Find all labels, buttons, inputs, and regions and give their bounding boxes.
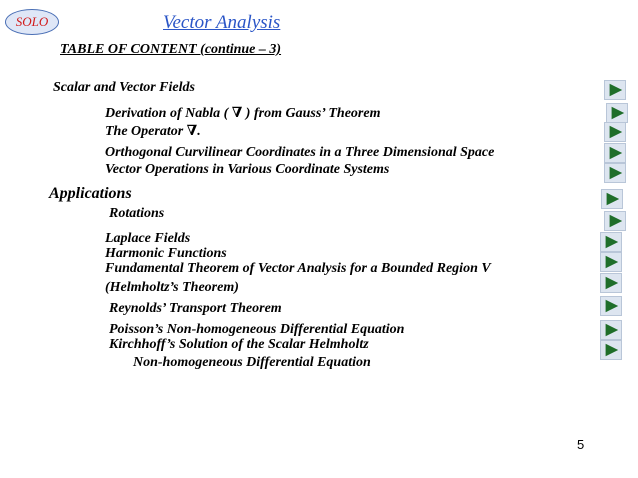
nav-arrow-button[interactable] <box>604 211 626 231</box>
play-arrow-icon <box>605 123 625 141</box>
toc-item-reynolds-theorem: Reynolds’ Transport Theorem <box>109 301 282 316</box>
nav-arrow-button[interactable] <box>601 189 623 209</box>
play-arrow-icon <box>601 253 621 271</box>
toc-item-helmholtz-theorem: (Helmholtz’s Theorem) <box>105 280 239 295</box>
nav-arrow-button[interactable] <box>600 232 622 252</box>
toc-item-nonhomogeneous-equation: Non-homogeneous Differential Equation <box>133 355 371 370</box>
play-arrow-icon <box>601 297 621 315</box>
solo-logo: SOLO <box>5 9 59 35</box>
play-arrow-icon <box>601 233 621 251</box>
play-arrow-icon <box>607 104 627 122</box>
nav-arrow-button[interactable] <box>604 122 626 142</box>
toc-item-laplace-fields: Laplace Fields <box>105 231 191 246</box>
page-number: 5 <box>577 437 585 452</box>
nav-arrow-button[interactable] <box>606 103 628 123</box>
play-arrow-icon <box>605 164 625 182</box>
nav-arrow-button[interactable] <box>604 163 626 183</box>
play-arrow-icon <box>605 144 625 162</box>
nav-arrow-button[interactable] <box>604 143 626 163</box>
toc-item-poisson-equation: Poisson’s Non-homogeneous Differential Equation <box>109 322 405 337</box>
toc-item-fundamental-theorem: Fundamental Theorem of Vector Analysis for a Bounded Region V <box>105 261 491 276</box>
toc-item-operator: The Operator ∇. <box>105 124 201 139</box>
toc-item-kirchhoff-solution: Kirchhoff’s Solution of the Scalar Helmholtz <box>109 337 369 352</box>
nav-arrow-button[interactable] <box>600 296 622 316</box>
play-arrow-icon <box>605 212 625 230</box>
nav-arrow-button[interactable] <box>600 252 622 272</box>
page-title: Vector Analysis <box>163 12 281 33</box>
nav-arrow-button[interactable] <box>604 80 626 100</box>
play-arrow-icon <box>601 341 621 359</box>
nav-arrow-button[interactable] <box>600 273 622 293</box>
toc-section-applications: Applications <box>49 185 132 202</box>
toc-item-vector-operations: Vector Operations in Various Coordinate Systems <box>105 162 390 177</box>
play-arrow-icon <box>602 190 622 208</box>
nav-arrow-button[interactable] <box>600 340 622 360</box>
toc-item-nabla-derivation: Derivation of Nabla ( ∇ ) from Gauss’ Theorem <box>105 106 381 121</box>
toc-section-scalar-vector-fields: Scalar and Vector Fields <box>53 80 195 95</box>
page-subtitle: TABLE OF CONTENT (continue – 3) <box>60 42 282 57</box>
nav-arrow-button[interactable] <box>600 320 622 340</box>
toc-item-curvilinear-coordinates: Orthogonal Curvilinear Coordinates in a Three Dimensional Space <box>105 145 495 160</box>
toc-item-harmonic-functions: Harmonic Functions <box>105 246 227 261</box>
play-arrow-icon <box>601 321 621 339</box>
toc-item-rotations: Rotations <box>109 206 165 221</box>
play-arrow-icon <box>605 81 625 99</box>
play-arrow-icon <box>601 274 621 292</box>
